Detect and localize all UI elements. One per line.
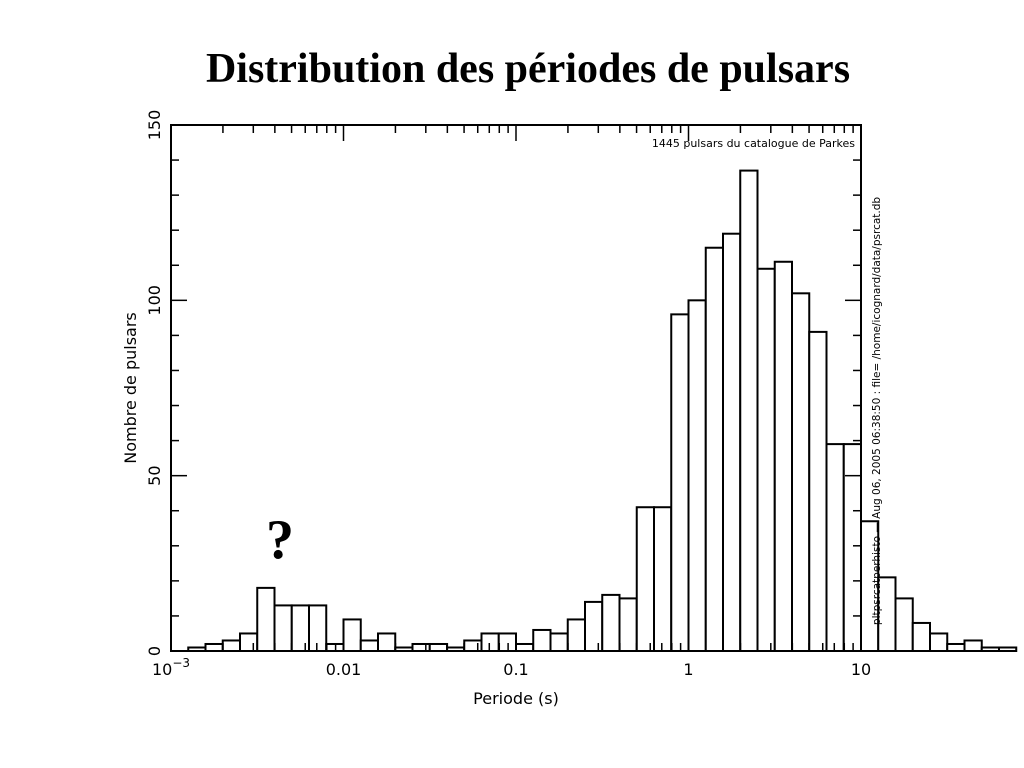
x-tick-label: 0.01 — [325, 660, 362, 679]
histogram-bar — [637, 507, 654, 651]
histogram-bar — [240, 633, 257, 651]
chart-title: Distribution des périodes de pulsars — [205, 46, 851, 92]
y-tick-label: 0 — [145, 645, 164, 657]
histogram-bar — [344, 619, 361, 651]
histogram-bar — [654, 507, 671, 651]
histogram-bar — [965, 640, 982, 651]
histogram-bar — [758, 269, 775, 651]
histogram-bar — [206, 644, 223, 651]
histogram-bar — [533, 630, 550, 651]
histogram-bar — [464, 640, 481, 651]
histogram-bar — [482, 633, 499, 651]
y-tick-label: 150 — [145, 109, 164, 141]
histogram-bar — [809, 332, 826, 651]
x-tick-label: 1 — [683, 660, 694, 679]
histogram-bar — [913, 623, 930, 651]
y-tick-label: 50 — [145, 465, 164, 486]
y-tick-label: 100 — [145, 285, 164, 316]
histogram-bar — [430, 644, 447, 651]
histogram-bar — [602, 595, 619, 651]
x-tick-label: 10 — [850, 660, 872, 679]
histogram-bar — [999, 647, 1016, 651]
histogram-bar — [706, 248, 723, 651]
histogram-bar — [982, 647, 999, 651]
histogram-bar — [620, 598, 637, 651]
histogram-bar — [292, 605, 309, 651]
histogram-bar — [516, 644, 533, 651]
annotation-text: 1445 pulsars du catalogue de Parkes — [651, 137, 855, 150]
histogram-bar — [309, 605, 326, 651]
histogram-bar — [896, 598, 913, 651]
histogram-bar — [413, 644, 430, 651]
histogram-bar — [740, 171, 757, 651]
x-axis-label: Periode (s) — [473, 689, 559, 708]
histogram-bar — [775, 262, 792, 651]
histogram-bar — [361, 640, 378, 651]
y-axis-label: Nombre de pulsars — [121, 312, 140, 464]
histogram-bar — [275, 605, 292, 651]
histogram-bar — [827, 444, 844, 651]
histogram-bar — [947, 644, 964, 651]
histogram-bar — [257, 588, 274, 651]
histogram-bar — [585, 602, 602, 651]
histogram-bar — [223, 640, 240, 651]
x-tick-label: $10^{-3}$ — [151, 656, 191, 679]
histogram-bar — [568, 619, 585, 651]
histogram-bar — [689, 300, 706, 651]
x-tick-label: 0.1 — [503, 660, 529, 679]
histogram-bar — [930, 633, 947, 651]
histogram-bar — [551, 633, 568, 651]
histogram-bar — [723, 234, 740, 651]
histogram-bar — [378, 633, 395, 651]
question-mark: ? — [266, 509, 294, 571]
histogram-bar — [792, 293, 809, 651]
bars-group — [188, 171, 1016, 651]
side-note: pltpsrcatperhisto — Aug 06, 2005 06:38:50 : file= /home/icognard/data/psrcat.db — [871, 196, 883, 626]
histogram-bar — [671, 314, 688, 651]
